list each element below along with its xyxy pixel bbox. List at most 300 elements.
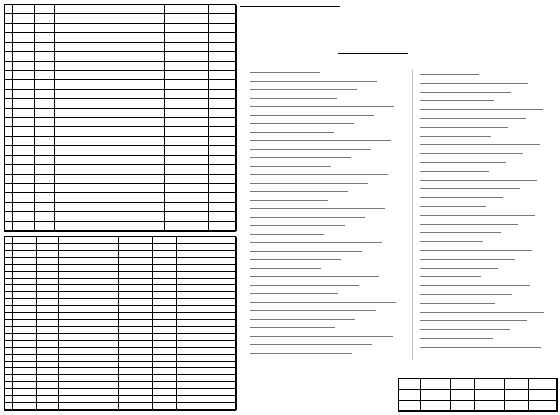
index-cell: [55, 14, 165, 23]
index-margin-cell: [5, 137, 13, 146]
index-cell: [13, 165, 35, 174]
note-text-line: [420, 268, 498, 269]
equipment-cell: [59, 355, 119, 362]
index-cell: [13, 109, 35, 118]
equipment-table: [4, 236, 236, 411]
equipment-margin-cell: [5, 403, 13, 410]
equipment-cell: [153, 327, 177, 334]
index-header-cell: [55, 5, 165, 14]
index-cell: [209, 165, 237, 174]
index-cell: [165, 52, 209, 61]
equipment-margin-cell: [5, 251, 13, 258]
index-margin-cell: [5, 203, 13, 212]
equipment-cell: [119, 272, 153, 279]
title-block-cell: [475, 379, 505, 390]
equipment-cell: [177, 313, 237, 320]
equipment-cell: [119, 341, 153, 348]
index-header-cell: [13, 5, 35, 14]
title-block-cell: [529, 390, 557, 401]
equipment-symbol-cell: [37, 285, 59, 292]
index-cell: [55, 156, 165, 165]
note-text-line: [250, 98, 337, 99]
title-block-cell: [399, 390, 421, 401]
equipment-margin-cell: [5, 396, 13, 403]
equipment-cell: [59, 403, 119, 410]
index-cell: [13, 137, 35, 146]
index-cell: [35, 165, 55, 174]
equipment-cell: [153, 306, 177, 313]
title-block-cell: [399, 379, 421, 390]
equipment-cell: [13, 272, 37, 279]
equipment-symbol-cell: [37, 382, 59, 389]
equipment-header-cell: [153, 237, 177, 244]
index-margin-cell: [5, 99, 13, 108]
equipment-cell: [13, 313, 37, 320]
equipment-margin-cell: [5, 375, 13, 382]
equipment-cell: [153, 396, 177, 403]
equipment-cell: [153, 279, 177, 286]
equipment-cell: [177, 306, 237, 313]
equipment-margin-cell: [5, 265, 13, 272]
note-text-line: [420, 118, 526, 119]
equipment-cell: [153, 375, 177, 382]
equipment-cell: [13, 299, 37, 306]
title-block-cell: [529, 379, 557, 390]
equipment-header-cell: [119, 237, 153, 244]
index-cell: [35, 146, 55, 155]
equipment-margin-cell: [5, 244, 13, 251]
index-cell: [209, 146, 237, 155]
index-cell: [55, 90, 165, 99]
equipment-cell: [119, 334, 153, 341]
equipment-cell: [13, 341, 37, 348]
note-text-line: [420, 206, 486, 207]
title-block-cell: [451, 390, 475, 401]
note-text-line: [250, 276, 379, 277]
index-cell: [209, 175, 237, 184]
title-block-cell: [475, 390, 505, 401]
index-cell: [209, 43, 237, 52]
equipment-margin-cell: [5, 382, 13, 389]
equipment-cell: [13, 382, 37, 389]
index-margin-cell: [5, 80, 13, 89]
index-cell: [35, 203, 55, 212]
index-cell: [35, 127, 55, 136]
title-block-cell: [529, 401, 557, 411]
note-text-line: [420, 232, 501, 233]
index-cell: [165, 212, 209, 221]
index-cell: [209, 99, 237, 108]
index-cell: [165, 203, 209, 212]
index-cell: [55, 80, 165, 89]
equipment-cell: [59, 368, 119, 375]
note-text-line: [420, 241, 483, 242]
equipment-cell: [153, 272, 177, 279]
note-text-line: [250, 89, 357, 90]
note-text-line: [250, 353, 352, 354]
equipment-cell: [119, 375, 153, 382]
equipment-cell: [59, 285, 119, 292]
note-text-line: [420, 109, 543, 110]
index-margin-cell: [5, 146, 13, 155]
note-text-line: [420, 338, 493, 339]
note-text-line: [420, 153, 523, 154]
index-cell: [35, 80, 55, 89]
equipment-cell: [59, 251, 119, 258]
equipment-cell: [119, 292, 153, 299]
index-cell: [55, 175, 165, 184]
equipment-cell: [177, 348, 237, 355]
equipment-cell: [59, 362, 119, 369]
equipment-margin-cell: [5, 355, 13, 362]
equipment-cell: [59, 265, 119, 272]
equipment-cell: [13, 334, 37, 341]
index-cell: [55, 146, 165, 155]
note-text-line: [250, 302, 396, 303]
equipment-cell: [13, 258, 37, 265]
index-cell: [165, 80, 209, 89]
title-block-cell: [421, 390, 451, 401]
note-text-line: [420, 83, 528, 84]
index-cell: [209, 14, 237, 23]
index-cell: [13, 33, 35, 42]
equipment-cell: [153, 313, 177, 320]
index-cell: [13, 62, 35, 71]
index-cell: [35, 193, 55, 202]
note-text-line: [250, 157, 351, 158]
equipment-header-cell: [177, 237, 237, 244]
equipment-cell: [153, 251, 177, 258]
equipment-margin-cell: [5, 285, 13, 292]
note-text-line: [420, 92, 511, 93]
note-text-line: [420, 162, 506, 163]
index-cell: [35, 90, 55, 99]
equipment-header-cell: [37, 237, 59, 244]
equipment-margin-cell: [5, 389, 13, 396]
equipment-cell: [119, 368, 153, 375]
note-text-line: [420, 180, 537, 181]
equipment-cell: [153, 368, 177, 375]
equipment-cell: [177, 279, 237, 286]
equipment-cell: [119, 251, 153, 258]
index-cell: [55, 43, 165, 52]
index-margin-cell: [5, 165, 13, 174]
index-cell: [209, 222, 237, 231]
index-cell: [55, 62, 165, 71]
equipment-symbol-cell: [37, 306, 59, 313]
equipment-cell: [13, 403, 37, 410]
equipment-cell: [177, 396, 237, 403]
equipment-cell: [177, 265, 237, 272]
index-cell: [13, 71, 35, 80]
index-cell: [35, 52, 55, 61]
index-cell: [13, 99, 35, 108]
title-block-cell: [421, 379, 451, 390]
index-cell: [35, 222, 55, 231]
note-text-line: [420, 276, 481, 277]
note-text-line: [420, 347, 541, 348]
equipment-cell: [13, 244, 37, 251]
note-text-line: [250, 140, 391, 141]
equipment-cell: [177, 258, 237, 265]
equipment-cell: [119, 389, 153, 396]
index-cell: [35, 175, 55, 184]
equipment-margin-cell: [5, 348, 13, 355]
equipment-cell: [119, 265, 153, 272]
index-margin-cell: [5, 175, 13, 184]
equipment-cell: [177, 251, 237, 258]
equipment-margin-cell: [5, 362, 13, 369]
title-block-cell: [451, 379, 475, 390]
index-cell: [165, 137, 209, 146]
equipment-cell: [153, 362, 177, 369]
index-cell: [209, 80, 237, 89]
index-cell: [13, 212, 35, 221]
equipment-symbol-cell: [37, 265, 59, 272]
equipment-symbol-cell: [37, 292, 59, 299]
equipment-margin-cell: [5, 368, 13, 375]
index-cell: [55, 71, 165, 80]
note-text-line: [420, 250, 532, 251]
note-text-line: [250, 174, 388, 175]
index-cell: [35, 109, 55, 118]
index-cell: [35, 43, 55, 52]
index-cell: [13, 90, 35, 99]
index-cell: [35, 62, 55, 71]
equipment-cell: [59, 375, 119, 382]
index-margin-cell: [5, 90, 13, 99]
equipment-cell: [59, 279, 119, 286]
equipment-cell: [119, 355, 153, 362]
index-margin-cell: [5, 156, 13, 165]
note-text-line: [250, 149, 371, 150]
index-cell: [35, 156, 55, 165]
index-cell: [13, 184, 35, 193]
index-cell: [35, 118, 55, 127]
equipment-cell: [177, 244, 237, 251]
index-cell: [209, 62, 237, 71]
index-cell: [209, 156, 237, 165]
equipment-cell: [153, 244, 177, 251]
index-cell: [209, 118, 237, 127]
index-cell: [165, 184, 209, 193]
title-block-cell: [505, 390, 529, 401]
note-text-line: [250, 259, 341, 260]
index-cell: [209, 109, 237, 118]
equipment-cell: [153, 292, 177, 299]
index-cell: [209, 24, 237, 33]
index-cell: [13, 14, 35, 23]
index-cell: [165, 175, 209, 184]
equipment-margin-cell: [5, 272, 13, 279]
equipment-cell: [153, 403, 177, 410]
title-block: [398, 378, 558, 412]
notes-title-underline: [240, 6, 340, 7]
index-margin-cell: [5, 62, 13, 71]
index-cell: [165, 222, 209, 231]
index-cell: [13, 156, 35, 165]
equipment-margin-cell: [5, 341, 13, 348]
note-text-line: [420, 294, 512, 295]
equipment-symbol-cell: [37, 403, 59, 410]
equipment-symbol-cell: [37, 279, 59, 286]
index-cell: [165, 165, 209, 174]
note-text-line: [420, 144, 540, 145]
index-cell: [209, 193, 237, 202]
equipment-cell: [13, 292, 37, 299]
index-cell: [55, 33, 165, 42]
equipment-cell: [59, 348, 119, 355]
equipment-cell: [177, 327, 237, 334]
title-block-cell: [505, 401, 529, 411]
index-header-cell: [35, 5, 55, 14]
equipment-cell: [13, 396, 37, 403]
equipment-symbol-cell: [37, 396, 59, 403]
equipment-cell: [13, 327, 37, 334]
note-text-line: [420, 197, 503, 198]
index-cell: [209, 33, 237, 42]
equipment-cell: [153, 382, 177, 389]
equipment-cell: [119, 396, 153, 403]
note-text-line: [420, 127, 508, 128]
equipment-cell: [13, 320, 37, 327]
equipment-cell: [59, 389, 119, 396]
note-text-line: [420, 259, 515, 260]
index-cell: [35, 24, 55, 33]
equipment-cell: [177, 389, 237, 396]
index-margin-cell: [5, 222, 13, 231]
equipment-cell: [153, 320, 177, 327]
note-text-line: [250, 251, 362, 252]
index-cell: [165, 90, 209, 99]
equipment-cell: [13, 375, 37, 382]
notes-box: [240, 62, 560, 362]
index-margin-cell: [5, 14, 13, 23]
equipment-cell: [177, 272, 237, 279]
index-margin-cell: [5, 71, 13, 80]
index-header-cell: [209, 5, 237, 14]
note-text-line: [250, 268, 321, 269]
equipment-cell: [13, 251, 37, 258]
equipment-cell: [119, 244, 153, 251]
note-text-line: [420, 329, 510, 330]
equipment-cell: [153, 258, 177, 265]
index-cell: [209, 90, 237, 99]
index-cell: [13, 203, 35, 212]
equipment-cell: [119, 403, 153, 410]
index-cell: [13, 118, 35, 127]
note-text-line: [250, 191, 348, 192]
note-text-line: [250, 132, 334, 133]
equipment-cell: [119, 258, 153, 265]
equipment-cell: [59, 327, 119, 334]
title-block-cell: [475, 401, 505, 411]
equipment-symbol-cell: [37, 244, 59, 251]
equipment-symbol-cell: [37, 320, 59, 327]
index-margin-cell: [5, 109, 13, 118]
equipment-symbol-cell: [37, 299, 59, 306]
equipment-cell: [119, 313, 153, 320]
note-text-line: [250, 225, 345, 226]
index-margin-cell: [5, 127, 13, 136]
index-cell: [35, 33, 55, 42]
index-cell: [165, 62, 209, 71]
index-cell: [165, 109, 209, 118]
index-cell: [13, 193, 35, 202]
equipment-cell: [177, 299, 237, 306]
equipment-cell: [13, 265, 37, 272]
index-cell: [35, 137, 55, 146]
notes-column-divider: [412, 70, 413, 360]
equipment-cell: [119, 327, 153, 334]
index-cell: [55, 222, 165, 231]
index-cell: [55, 118, 165, 127]
index-cell: [55, 52, 165, 61]
note-text-line: [250, 123, 354, 124]
equipment-symbol-cell: [37, 251, 59, 258]
note-text-line: [250, 234, 324, 235]
equipment-cell: [13, 306, 37, 313]
equipment-margin-cell: [5, 237, 13, 244]
equipment-symbol-cell: [37, 334, 59, 341]
equipment-margin-cell: [5, 327, 13, 334]
index-cell: [209, 71, 237, 80]
note-text-line: [250, 200, 328, 201]
index-margin-cell: [5, 43, 13, 52]
index-cell: [165, 71, 209, 80]
equipment-cell: [13, 368, 37, 375]
equipment-cell: [153, 341, 177, 348]
drawing-index-table: [4, 4, 236, 232]
equipment-cell: [177, 403, 237, 410]
equipment-margin-cell: [5, 320, 13, 327]
index-cell: [35, 99, 55, 108]
index-cell: [35, 184, 55, 193]
equipment-cell: [177, 285, 237, 292]
equipment-cell: [177, 341, 237, 348]
equipment-cell: [59, 396, 119, 403]
index-cell: [55, 193, 165, 202]
index-cell: [55, 203, 165, 212]
note-text-line: [250, 293, 338, 294]
equipment-cell: [177, 382, 237, 389]
index-cell: [209, 203, 237, 212]
index-cell: [209, 52, 237, 61]
note-text-line: [420, 224, 518, 225]
index-cell: [13, 80, 35, 89]
equipment-symbol-cell: [37, 389, 59, 396]
equipment-margin-cell: [5, 313, 13, 320]
equipment-symbol-cell: [37, 355, 59, 362]
equipment-cell: [119, 382, 153, 389]
equipment-cell: [13, 348, 37, 355]
note-text-line: [420, 171, 489, 172]
equipment-cell: [59, 320, 119, 327]
equipment-cell: [119, 348, 153, 355]
equipment-cell: [177, 292, 237, 299]
equipment-cell: [59, 258, 119, 265]
equipment-cell: [153, 355, 177, 362]
equipment-margin-cell: [5, 258, 13, 265]
equipment-symbol-cell: [37, 348, 59, 355]
note-text-line: [250, 166, 331, 167]
index-margin-cell: [5, 118, 13, 127]
note-text-line: [250, 344, 372, 345]
index-cell: [165, 193, 209, 202]
equipment-cell: [153, 265, 177, 272]
index-cell: [13, 222, 35, 231]
index-cell: [55, 165, 165, 174]
